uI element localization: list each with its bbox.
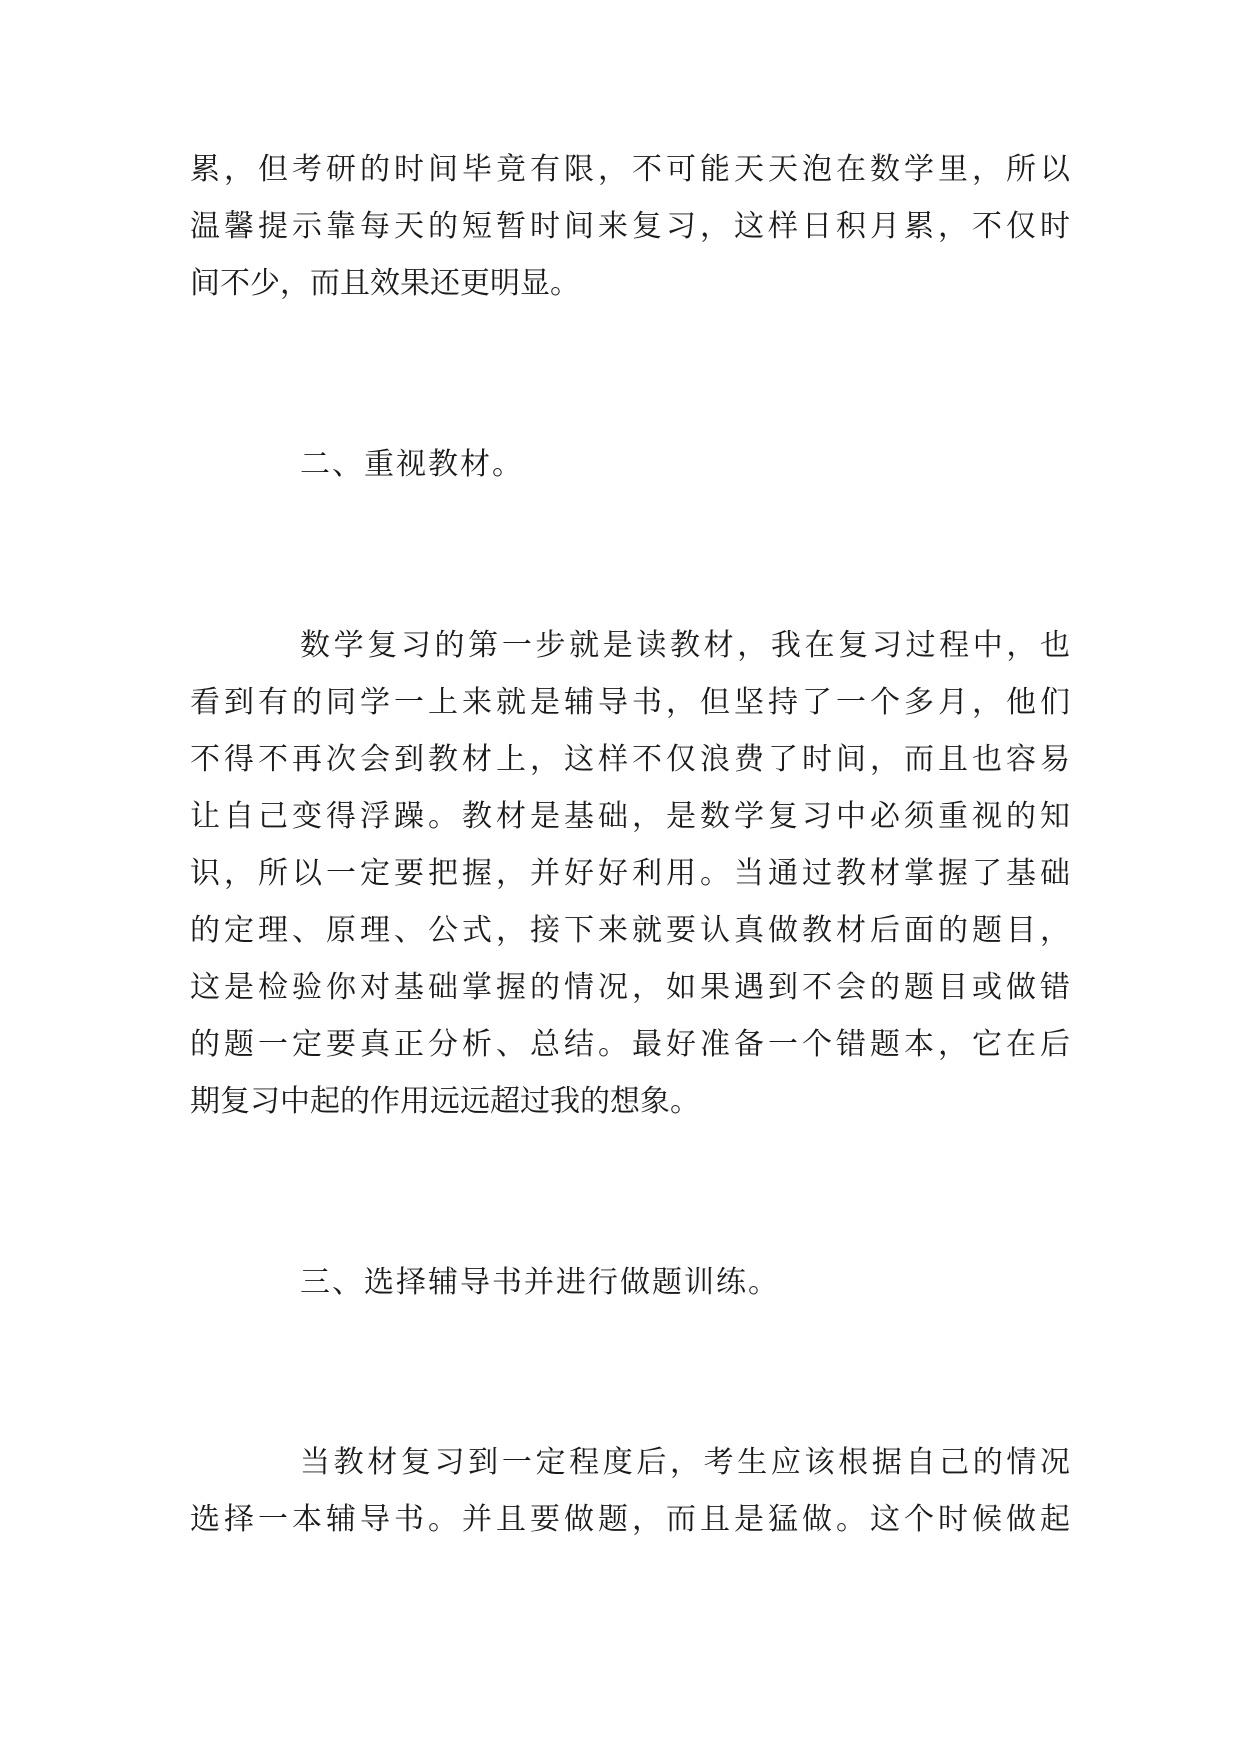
paragraph-line: 看到有的同学一上来就是辅导书，但坚持了一个多月，他们 <box>190 685 1070 720</box>
section-heading: 二、重视教材。 <box>300 447 524 482</box>
paragraph-line: 期复习中起的作用远远超过我的想象。 <box>190 1084 700 1119</box>
paragraph-line: 的题一定要真正分析、总结。最好准备一个错题本，它在后 <box>190 1027 1070 1062</box>
section-heading: 三、选择辅导书并进行做题训练。 <box>300 1265 780 1300</box>
paragraph-line: 当教材复习到一定程度后，考生应该根据自己的情况 <box>300 1445 1070 1480</box>
paragraph-line: 识，所以一定要把握，并好好利用。当通过教材掌握了基础 <box>190 856 1070 891</box>
paragraph-line: 数学复习的第一步就是读教材，我在复习过程中，也 <box>300 628 1070 663</box>
paragraph-line: 让自己变得浮躁。教材是基础，是数学复习中必须重视的知 <box>190 799 1070 834</box>
paragraph-line: 这是检验你对基础掌握的情况，如果遇到不会的题目或做错 <box>190 970 1070 1005</box>
paragraph-line: 间不少，而且效果还更明显。 <box>190 266 580 301</box>
paragraph-line: 的定理、原理、公式，接下来就要认真做教材后面的题目， <box>190 913 1070 948</box>
paragraph-line: 不得不再次会到教材上，这样不仅浪费了时间，而且也容易 <box>190 742 1070 777</box>
paragraph-line: 温馨提示靠每天的短暂时间来复习，这样日积月累，不仅时 <box>190 209 1070 244</box>
paragraph-line: 选择一本辅导书。并且要做题，而且是猛做。这个时候做起 <box>190 1502 1070 1537</box>
paragraph-line: 累，但考研的时间毕竟有限，不可能天天泡在数学里，所以 <box>190 152 1070 187</box>
